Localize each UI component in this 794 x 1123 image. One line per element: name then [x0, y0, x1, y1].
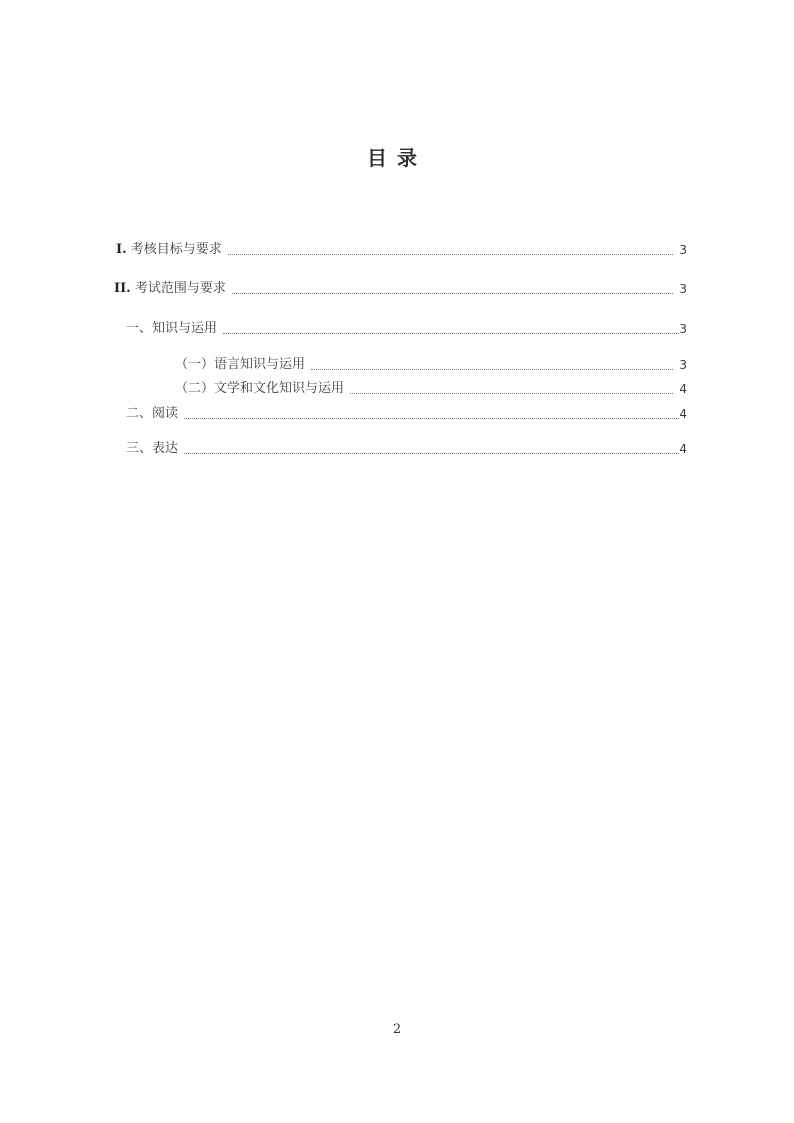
toc-entry-page: 4 — [679, 407, 687, 421]
toc-leader-dots — [350, 393, 673, 394]
toc-entry-page: 4 — [679, 382, 687, 396]
toc-leader-dots — [223, 333, 679, 334]
toc-entry-prefix: Ⅰ. — [116, 242, 127, 257]
toc-entry-label — [114, 280, 226, 298]
toc-entry-page: 3 — [679, 282, 687, 296]
toc-entry-text: 考核目标与要求 — [130, 242, 222, 257]
toc-entry-text: 考试范围与要求 — [134, 281, 226, 296]
toc-leader-dots — [228, 254, 674, 255]
toc-entry-text: 三、表达 — [126, 441, 179, 456]
page-number: 2 — [392, 1022, 402, 1037]
toc-entry-expression[interactable] — [126, 440, 687, 458]
toc-entry-label — [116, 241, 222, 259]
toc-entry-text: 二、阅读 — [126, 406, 179, 421]
toc-entry-page: 3 — [679, 243, 687, 257]
toc-entry-text: 一、知识与运用 — [126, 321, 218, 336]
toc-leader-dots — [311, 369, 673, 370]
toc-entry-page: 4 — [679, 442, 687, 456]
toc-leader-dots — [184, 453, 679, 454]
toc-leader-dots — [232, 293, 674, 294]
toc-entry-page: 3 — [679, 358, 687, 372]
toc-entry-language-knowledge[interactable] — [175, 356, 687, 374]
toc-entry-assessment-goals[interactable] — [116, 241, 687, 259]
page-title: 目录 — [367, 146, 427, 170]
toc-entry-knowledge-application[interactable] — [126, 320, 687, 338]
toc-entry-reading[interactable] — [126, 405, 687, 423]
toc-entry-prefix: II. — [114, 281, 131, 296]
toc-entry-page: 3 — [679, 322, 687, 336]
toc-entry-text: （二）文学和文化知识与运用 — [175, 381, 345, 396]
toc-entry-exam-scope[interactable] — [114, 280, 687, 298]
toc-entry-text: （一）语言知识与运用 — [175, 357, 306, 372]
toc-entry-literature-culture[interactable] — [175, 380, 687, 398]
toc-leader-dots — [184, 418, 679, 419]
